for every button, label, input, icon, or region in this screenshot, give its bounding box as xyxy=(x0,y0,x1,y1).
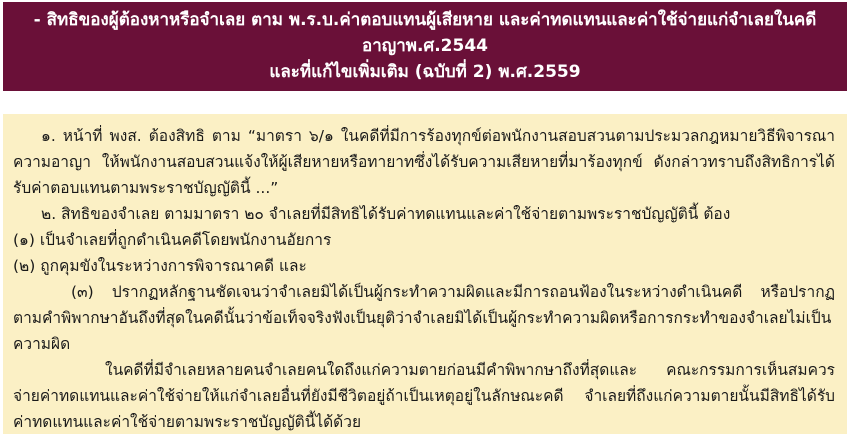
paragraph-defendant-rights-section20: ๒. สิทธิของจำเลย ตามมาตรา ๒๐ จำเลยที่มีสิทธิได้รับค่าทดแทนและค่าใช้จ่ายตามพระราชบัญญัตินี้ ต้อง xyxy=(41,205,731,223)
title-banner xyxy=(3,2,847,91)
paragraph-deceased-defendant-provision: ในคดีที่มีจำเลยหลายคนจำเลยคนใดถึงแก่ความตายก่อนมีคำพิพากษาถึงที่สุดและ คณะกรรมการเห็นสมควรจ่ายค่าทดแทนและค่าใช้จ่ายให้แก่จำเลยอื่นที่ยังมีชีวิตอยู่ถ้าเป็นเหตุอยู่ในลักษณะคดี จำเลยที่ถึงแก่ความตายนั้นมีสิทธิได้รับค่าทดแทนและค่าใช้จ่ายตามพระราชบัญญัตินี้ได้ด้วย xyxy=(13,361,835,431)
banner-title-line1: - สิทธิของผู้ต้องหาหรือจำเลย ตาม พ.ร.บ.ค่าตอบแทนผู้เสียหาย และค่าทดแทนและค่าใช้จ่ายแก่จำเลยในคดีอาญาพ.ศ.2544 xyxy=(33,10,817,56)
list-item-3-clear-evidence-of-innocence: (๓) ปรากฏหลักฐานชัดเจนว่าจำเลยมิได้เป็นผู้กระทำความผิดและมีการถอนฟ้องในระหว่างดำเนินคดี หรือปรากฏตามคำพิพากษาอันถึงที่สุดในคดีนั้นว่าข้อเท็จจริงฟังเป็นยุติว่าจำเลยมิได้เป็นผู้กระทำความผิดหรือการกระทำของจำเลยไม่เป็นความผิด xyxy=(13,283,835,353)
content-panel xyxy=(3,114,847,434)
paragraph-duty-of-inquiry-official: ๑. หน้าที่ พงส. ต้องสิทธิ ตาม “มาตรา ๖/๑ ในคดีที่มีการร้องทุกข์ต่อพนักงานสอบสวนตามประมวลกฎหมายวิธีพิจารณาความอาญา ให้พนักงานสอบสวนแจ้งให้ผู้เสียหายหรือทายาทซึ่งได้รับความเสียหายที่มาร้องทุกข์ ดังกล่าวทราบถึงสิทธิการได้รับค่าตอบแทนตามพระราชบัญญัตินี้ ...” xyxy=(13,127,835,197)
banner-title-line2: และที่แก้ไขเพิ่มเติม (ฉบับที่ 2) พ.ศ.2559 xyxy=(269,62,581,82)
list-item-1-prosecuted-by-prosecutor: (๑) เป็นจำเลยที่ถูกดำเนินคดีโดยพนักงานอัยการ xyxy=(13,231,332,249)
document-page xyxy=(0,2,850,434)
list-item-2-detained-during-trial: (๒) ถูกคุมขังในระหว่างการพิจารณาคดี และ xyxy=(13,257,307,275)
